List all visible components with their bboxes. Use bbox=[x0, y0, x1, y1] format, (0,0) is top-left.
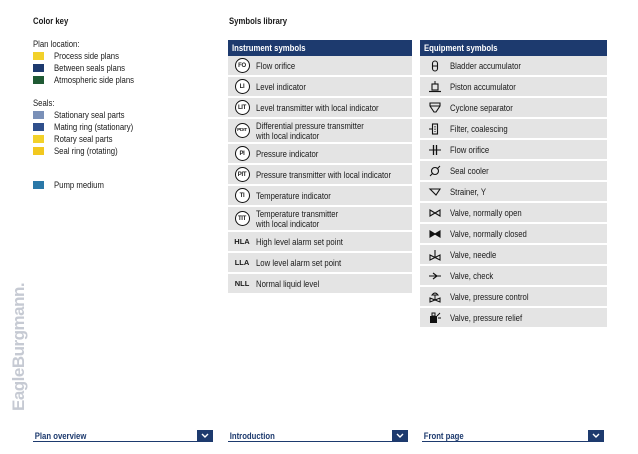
bladder-accumulator-icon bbox=[420, 60, 450, 72]
instrument-symbols-table bbox=[228, 40, 412, 295]
swatch bbox=[33, 64, 44, 72]
symbol-label: Valve, pressure relief bbox=[450, 312, 523, 323]
symbol-row bbox=[420, 56, 607, 77]
flow-orifice-icon bbox=[420, 144, 450, 156]
symbol-label: Level indicator bbox=[256, 81, 306, 92]
valve-needle-icon bbox=[420, 249, 450, 261]
symbol-row bbox=[228, 186, 412, 207]
symbol-row bbox=[228, 253, 412, 274]
swatch bbox=[33, 111, 44, 119]
color-key-item bbox=[33, 121, 213, 133]
equipment-symbols-table bbox=[420, 40, 607, 329]
symbol-label: Pressure indicator bbox=[256, 148, 319, 159]
symbol-row bbox=[228, 207, 412, 232]
symbol-row bbox=[228, 56, 412, 77]
swatch bbox=[33, 181, 44, 189]
swatch bbox=[33, 76, 44, 84]
symbol-row bbox=[420, 161, 607, 182]
symbol-row bbox=[228, 274, 412, 295]
color-key-label: Stationary seal parts bbox=[54, 110, 125, 120]
color-key-label: Seal ring (rotating) bbox=[54, 146, 118, 156]
symbol-row bbox=[420, 119, 607, 140]
symbol-label: Valve, check bbox=[450, 270, 494, 281]
swatch bbox=[33, 147, 44, 155]
instrument-symbol: NLL bbox=[234, 279, 250, 288]
instrument-symbol: PIT bbox=[235, 167, 250, 182]
symbol-row bbox=[228, 232, 412, 253]
color-key-item bbox=[33, 109, 213, 121]
color-key-label: Rotary seal parts bbox=[54, 134, 113, 144]
valve-check-icon bbox=[420, 270, 450, 282]
footer-link-label[interactable]: Front page bbox=[423, 430, 464, 441]
symbol-label: Temperature indicator bbox=[256, 190, 331, 201]
symbol-row bbox=[420, 287, 607, 308]
symbol-row bbox=[420, 98, 607, 119]
symbol-label: Flow orifice bbox=[256, 60, 296, 71]
strainer-y-icon bbox=[420, 186, 450, 198]
plan-location-heading: Plan location: bbox=[33, 39, 80, 49]
symbol-row bbox=[420, 245, 607, 266]
swatch bbox=[33, 52, 44, 60]
symbol-row bbox=[228, 165, 412, 186]
footer-link-label[interactable]: Introduction bbox=[229, 430, 275, 441]
seals-heading: Seals: bbox=[33, 98, 55, 108]
symbol-label: Pressure transmitter with local indicator bbox=[256, 169, 392, 180]
piston-accumulator-icon bbox=[420, 81, 450, 93]
color-key-label: Atmospheric side plans bbox=[54, 75, 135, 85]
symbol-label: Valve, pressure control bbox=[450, 291, 529, 302]
symbol-label: Bladder accumulator bbox=[450, 60, 521, 71]
symbol-row bbox=[228, 144, 412, 165]
equipment-symbols-header: Equipment symbols bbox=[420, 40, 607, 56]
symbol-label: Cyclone separator bbox=[450, 102, 513, 113]
swatch bbox=[33, 135, 44, 143]
symbol-row bbox=[420, 140, 607, 161]
color-key-label: Between seals plans bbox=[54, 63, 126, 73]
symbol-row bbox=[228, 77, 412, 98]
chevron-down-icon[interactable] bbox=[392, 430, 408, 441]
color-key-item bbox=[33, 74, 213, 86]
instrument-symbol: TI bbox=[235, 188, 250, 203]
color-key-item bbox=[33, 179, 213, 191]
instrument-symbol: LLA bbox=[234, 258, 250, 267]
instrument-symbol: TIT bbox=[235, 211, 250, 226]
symbol-label: Normal liquid level bbox=[256, 278, 320, 289]
footer-link-plan-overview[interactable] bbox=[33, 430, 213, 442]
symbol-row bbox=[228, 119, 412, 144]
symbol-row bbox=[420, 182, 607, 203]
color-key-item bbox=[33, 145, 213, 157]
instrument-symbol: PI bbox=[235, 146, 250, 161]
cyclone-separator-icon bbox=[420, 102, 450, 114]
symbol-row bbox=[228, 98, 412, 119]
seal-cooler-icon bbox=[420, 165, 450, 177]
symbol-row bbox=[420, 308, 607, 329]
instrument-symbols-header: Instrument symbols bbox=[228, 40, 412, 56]
symbol-label-line2: with local indicator bbox=[256, 130, 320, 141]
symbol-row bbox=[420, 203, 607, 224]
color-key-label: Process side plans bbox=[54, 51, 119, 61]
brand-logo: EagleBurgmann. bbox=[9, 282, 28, 411]
symbol-label: Valve, normally closed bbox=[450, 228, 527, 239]
instrument-symbol: LI bbox=[235, 79, 250, 94]
symbols-library-title: Symbols library bbox=[229, 16, 288, 26]
color-key-label: Pump medium bbox=[54, 180, 104, 190]
chevron-down-icon[interactable] bbox=[197, 430, 213, 441]
color-key-item bbox=[33, 50, 213, 62]
symbol-label-line2: with local indicator bbox=[256, 218, 320, 229]
filter-coalescing-icon bbox=[420, 123, 450, 135]
symbol-label: Filter, coalescing bbox=[450, 123, 508, 134]
symbol-label: Piston accumulator bbox=[450, 81, 516, 92]
instrument-symbol: LIT bbox=[235, 100, 250, 115]
symbol-label: Differential pressure transmitter bbox=[256, 120, 364, 131]
chevron-down-icon[interactable] bbox=[588, 430, 604, 441]
footer-link-front-page[interactable] bbox=[422, 430, 604, 442]
symbol-label: Temperature transmitter bbox=[256, 208, 339, 219]
color-key-item bbox=[33, 62, 213, 74]
symbol-label: Flow orifice bbox=[450, 144, 490, 155]
color-key bbox=[33, 38, 213, 191]
color-key-item bbox=[33, 133, 213, 145]
footer-link-label[interactable]: Plan overview bbox=[34, 430, 87, 441]
footer-link-introduction[interactable] bbox=[228, 430, 408, 442]
symbol-row bbox=[420, 77, 607, 98]
color-key-title: Color key bbox=[33, 16, 69, 26]
valve-pressure-control-icon bbox=[420, 291, 450, 303]
valve-normally-closed-icon bbox=[420, 228, 450, 240]
instrument-symbol: FO bbox=[235, 58, 250, 73]
instrument-symbol: PDIT bbox=[235, 123, 250, 138]
symbol-label: Valve, needle bbox=[450, 249, 497, 260]
symbol-row bbox=[420, 266, 607, 287]
valve-normally-open-icon bbox=[420, 207, 450, 219]
color-key-label: Mating ring (stationary) bbox=[54, 122, 134, 132]
symbol-label: High level alarm set point bbox=[256, 236, 343, 247]
symbol-label: Valve, normally open bbox=[450, 207, 522, 218]
swatch bbox=[33, 123, 44, 131]
symbol-label: Strainer, Y bbox=[450, 186, 486, 197]
symbol-row bbox=[420, 224, 607, 245]
symbol-label: Seal cooler bbox=[450, 165, 489, 176]
instrument-symbol: HLA bbox=[234, 237, 250, 246]
valve-pressure-relief-icon bbox=[420, 312, 450, 324]
symbol-label: Low level alarm set point bbox=[256, 257, 342, 268]
symbol-label: Level transmitter with local indicator bbox=[256, 102, 379, 113]
